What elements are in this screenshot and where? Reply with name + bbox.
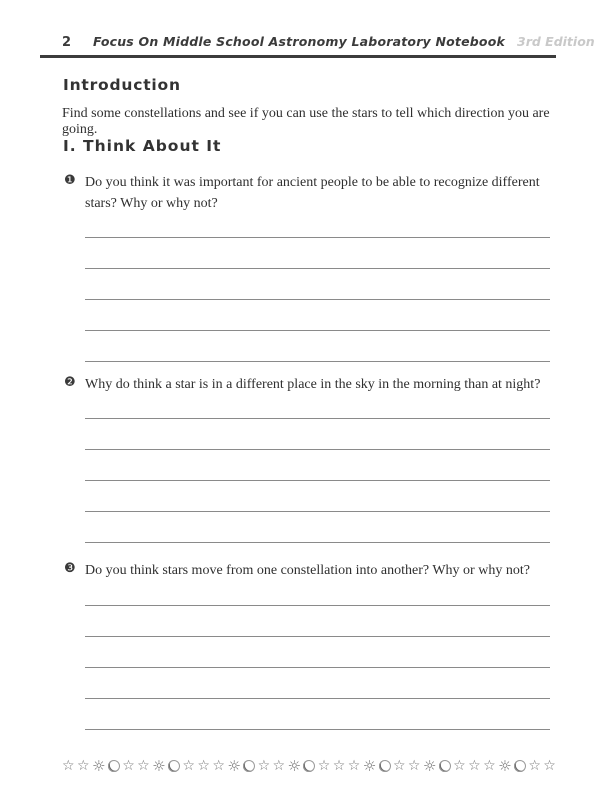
- star-icon: ☆: [197, 758, 210, 774]
- star-icon: ☆: [528, 758, 541, 774]
- star-icon: ☆: [257, 758, 271, 774]
- moon-icon: [439, 760, 451, 772]
- edition-label: 3rd Edition: [517, 34, 595, 49]
- answer-line: [85, 207, 550, 238]
- answer-line: [85, 575, 550, 606]
- question-2-bullet-icon: ❷: [64, 375, 76, 390]
- book-title: Focus On Middle School Astronomy Laboratory Notebook: [93, 34, 505, 49]
- footer-decoration: [62, 752, 556, 780]
- answer-line: [85, 512, 550, 543]
- moon-icon: [379, 760, 391, 772]
- moon-icon: [303, 760, 315, 772]
- section-heading: I. Think About It: [63, 137, 222, 155]
- answer-line: [85, 668, 550, 699]
- question-1-bullet-icon: ❶: [64, 173, 76, 188]
- answer-line: [85, 269, 550, 300]
- question-3-answer-lines: [85, 575, 550, 730]
- star-icon: ☆: [543, 758, 556, 774]
- star-icon: ☆: [182, 758, 195, 774]
- star-icon: ☆: [76, 758, 90, 774]
- answer-line: [85, 331, 550, 362]
- question-1-text: Do you think it was important for ancient people to be able to recognize different stars? Why or why not?: [85, 175, 540, 211]
- star-icon: ☆: [392, 758, 406, 774]
- star-icon: ☆: [453, 758, 466, 774]
- question-3-text: Do you think stars move from one constellation into another? Why or why not?: [85, 563, 530, 578]
- star-icon: ☆: [317, 758, 331, 774]
- star-icon: ☆: [137, 758, 150, 774]
- star-icon: ☆: [407, 758, 421, 774]
- star-icon: ☆: [62, 758, 75, 774]
- page-number: 2: [62, 35, 72, 50]
- answer-line: [85, 388, 550, 419]
- moon-icon: [108, 760, 120, 772]
- star-icon: ☆: [468, 758, 481, 774]
- answer-line: [85, 238, 550, 269]
- answer-line: [85, 450, 550, 481]
- star-icon: ☆: [122, 758, 135, 774]
- sun-icon: ☼: [498, 756, 512, 775]
- star-icon: ☆: [212, 758, 225, 774]
- star-icon: ☆: [272, 758, 286, 774]
- answer-line: [85, 606, 550, 637]
- sun-icon: ☼: [422, 756, 437, 775]
- intro-heading: Introduction: [63, 76, 181, 94]
- question-3-bullet-icon: ❸: [64, 561, 76, 576]
- sun-icon: ☼: [227, 756, 241, 775]
- moon-icon: [168, 760, 180, 772]
- sun-icon: ☼: [152, 756, 166, 775]
- star-icon: ☆: [332, 758, 346, 774]
- moon-icon: [514, 760, 526, 772]
- question-1-answer-lines: [85, 207, 550, 362]
- answer-line: [85, 637, 550, 668]
- intro-text: Find some constellations and see if you can use the stars to tell which direction you are going.: [62, 106, 550, 137]
- page-header: [62, 34, 595, 50]
- sun-icon: ☼: [91, 756, 106, 775]
- sun-icon: ☼: [287, 756, 301, 775]
- header-rule: [40, 55, 556, 58]
- answer-line: [85, 481, 550, 512]
- answer-line: [85, 300, 550, 331]
- answer-line: [85, 419, 550, 450]
- question-2-text: Why do think a star is in a different place in the sky in the morning than at night?: [85, 377, 541, 392]
- answer-line: [85, 699, 550, 730]
- question-2-answer-lines: [85, 388, 550, 543]
- star-icon: ☆: [483, 758, 496, 774]
- sun-icon: ☼: [362, 756, 377, 775]
- moon-icon: [243, 760, 255, 772]
- star-icon: ☆: [347, 758, 361, 774]
